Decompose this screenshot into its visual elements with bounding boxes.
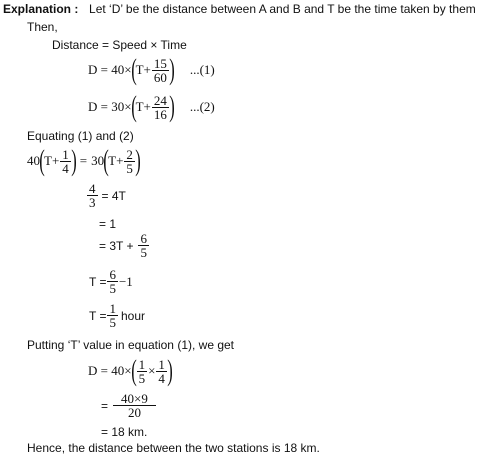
step6-lhs: =: [101, 398, 109, 413]
eq4-numerator-2: 1: [158, 356, 165, 372]
eq4-fraction-2: [156, 358, 167, 385]
putting-text: Putting ‘T’ value in equation (1), we get: [27, 338, 235, 352]
eq3-fraction-2: [124, 148, 135, 175]
formula-text: Distance = Speed × Time: [52, 38, 187, 52]
eq1-tag: ...(1): [189, 62, 215, 77]
eq1-t: T+: [135, 62, 151, 77]
eq3-numerator-1: 1: [62, 146, 69, 162]
step3-denominator: 5: [140, 245, 147, 260]
close-paren: ): [71, 144, 77, 177]
step4-rhs: −1: [118, 273, 133, 289]
eq2-numerator: 24: [153, 92, 167, 108]
eq1-denominator: 60: [153, 69, 167, 85]
eq3-b: 30: [91, 153, 105, 168]
eq3-fraction-1: [60, 148, 71, 175]
step6-denominator: 20: [127, 405, 141, 420]
then-text: Then,: [27, 20, 58, 34]
equation-3: [27, 146, 140, 176]
eq4-fraction-1: [137, 358, 148, 385]
step5-fraction: [107, 302, 118, 329]
equation-2: [88, 92, 215, 122]
equation-1: [88, 55, 215, 85]
step-6: [101, 392, 157, 419]
step-7: = 18 km.: [101, 425, 148, 439]
step4-numerator: 6: [109, 267, 116, 282]
step4-fraction: [107, 268, 118, 295]
step6-numerator: 40×9: [113, 392, 156, 406]
intro-text: Let ‘D’ be the distance between A and B and T be the time taken by them: [89, 2, 476, 16]
step-3: [99, 232, 150, 259]
open-paren: (: [103, 144, 109, 177]
eq3-a: 40: [27, 153, 40, 168]
step3-numerator: 6: [140, 231, 147, 246]
intro-line: [3, 2, 476, 16]
eq4-denominator-2: 4: [158, 370, 165, 386]
eq2-denominator: 16: [153, 106, 167, 122]
equating-text: Equating (1) and (2): [27, 129, 134, 143]
eq2-lhs: D = 30×: [88, 99, 132, 114]
open-paren: (: [39, 144, 45, 177]
step5-denominator: 5: [109, 315, 116, 330]
close-paren: ): [169, 53, 175, 86]
step1-fraction: [87, 182, 98, 209]
step5-lhs: T =: [89, 308, 107, 323]
step-2: = 1: [99, 217, 117, 231]
step1-numerator: 4: [89, 181, 96, 196]
step4-lhs: T =: [89, 274, 107, 289]
eq3-denominator-1: 4: [62, 160, 69, 176]
explanation-label: Explanation :: [3, 2, 79, 16]
eq2-tag: ...(2): [189, 99, 215, 114]
step-5: [89, 302, 145, 329]
step3-lhs: = 3T +: [99, 238, 134, 253]
eq4-times: ×: [148, 363, 156, 378]
step3-fraction: [138, 232, 149, 259]
step-1: [86, 182, 126, 209]
eq2-t: T+: [135, 99, 151, 114]
open-paren: (: [130, 53, 137, 86]
eq2-fraction: [152, 94, 169, 121]
step5-numerator: 1: [109, 301, 116, 316]
close-paren: ): [135, 144, 141, 177]
step-4: [89, 268, 133, 295]
equation-4: [88, 356, 172, 386]
step1-denominator: 3: [89, 195, 96, 210]
step4-denominator: 5: [109, 281, 116, 296]
eq1-fraction: [152, 57, 169, 84]
open-paren: (: [130, 90, 137, 123]
eq1-lhs: D = 40×: [88, 62, 132, 77]
eq3-t2: T+: [108, 153, 124, 168]
eq4-denominator-1: 5: [138, 370, 146, 386]
step5-rhs: hour: [120, 308, 145, 323]
conclusion-text: Hence, the distance between the two stations is 18 km.: [27, 441, 320, 455]
close-paren: ): [169, 90, 175, 123]
step6-fraction: [113, 392, 156, 419]
open-paren: (: [130, 354, 137, 387]
eq3-denominator-2: 5: [126, 160, 133, 176]
close-paren: ): [167, 354, 173, 387]
eq1-numerator: 15: [153, 55, 167, 71]
eq4-lhs: D = 40×: [88, 363, 132, 378]
eq4-numerator-1: 1: [138, 356, 146, 372]
step1-rhs: = 4T: [101, 188, 126, 203]
eq3-equals: =: [79, 153, 88, 168]
eq3-numerator-2: 2: [126, 146, 133, 162]
eq3-t1: T+: [44, 153, 60, 168]
